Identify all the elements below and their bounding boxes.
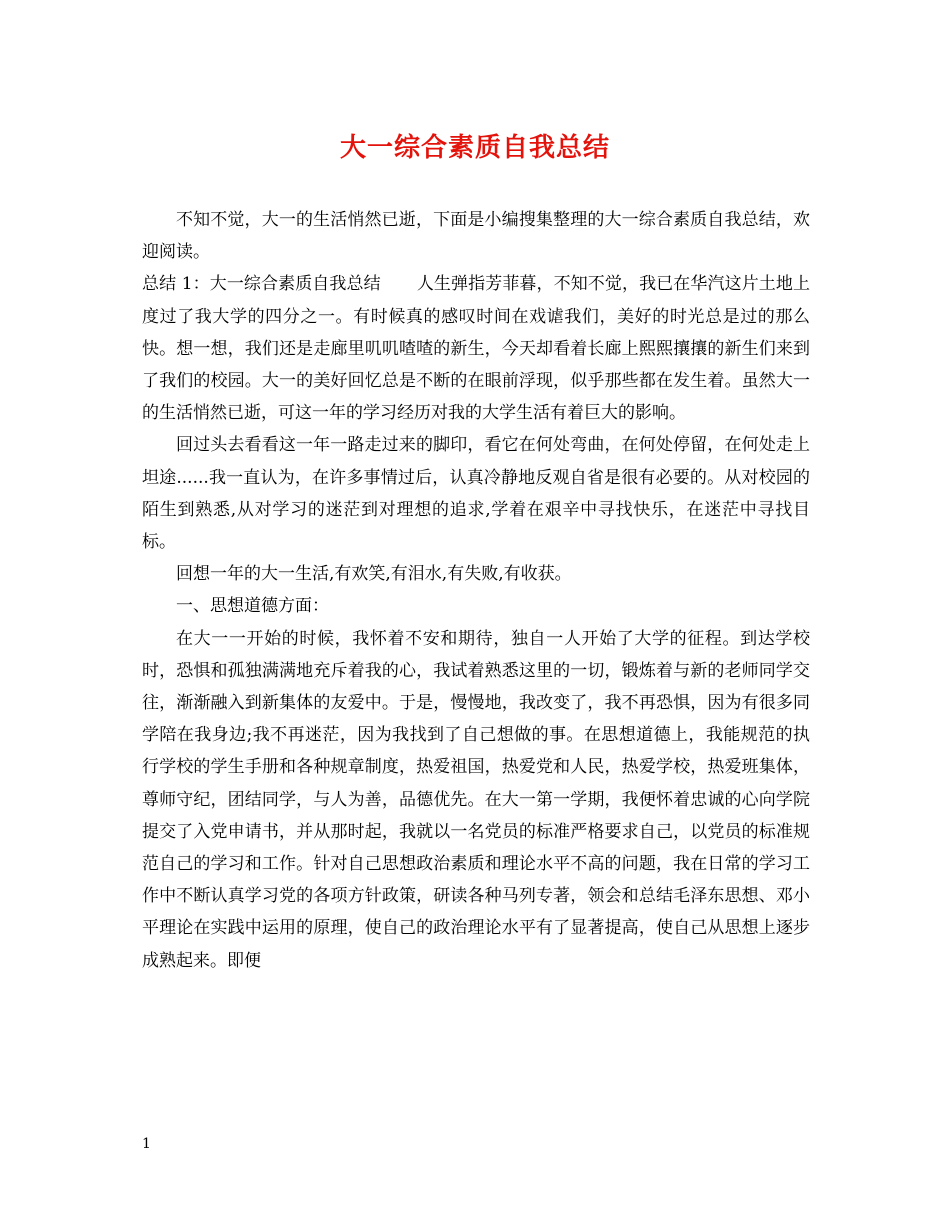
summary-1-heading: 总结 1：大一综合素质自我总结	[142, 274, 381, 295]
reflection-paragraph: 回过头去看看这一年一路走过来的脚印，看它在何处弯曲，在何处停留，在何处走上坦途......我一直认为，在许多事情过后，认真冷静地反观自省是很有必要的。从对校园的陌生到熟悉,从对学习的迷茫到对理想的追求,学着在艰辛中寻找快乐，在迷茫中寻找目标。	[142, 435, 810, 553]
document-title: 大一综合素质自我总结	[339, 133, 610, 163]
page-number: 1	[142, 1136, 151, 1152]
section-heading-ideology: 一、思想道德方面：	[176, 596, 329, 617]
document-body	[142, 204, 810, 977]
ideology-paragraph: 在大一一开始的时候，我怀着不安和期待，独自一人开始了大学的征程。到达学校时，恐惧和孤独满满地充斥着我的心，我试着熟悉这里的一切，锻炼着与新的老师同学交往，渐渐融入到新集体的友爱中。于是，慢慢地，我改变了，我不再恐惧，因为有很多同学陪在我身边;我不再迷茫，因为我找到了自己想做的事。在思想道德上，我能规范的执行学校的学生手册和各种规章制度，热爱祖国，热爱党和人民，热爱学校，热爱班集体，尊师守纪，团结同学，与人为善，品德优先。在大一第一学期，我便怀着忠诚的心向学院提交了入党申请书，并从那时起，我就以一名党员的标准严格要求自己，以党员的标准规范自己的学习和工作。针对自己思想政治素质和理论水平不高的问题，我在日常的学习工作中不断认真学习党的各项方针政策，研读各种马列专著，领会和总结毛泽东思想、邓小平理论在实践中运用的原理，使自己的政治理论水平有了显著提高，使自己从思想上逐步成熟起来。即便	[142, 628, 810, 971]
summary-1-text: 人生弹指芳菲暮，不知不觉，我已在华汽这片土地上度过了我大学的四分之一。有时候真的感叹时间在戏谑我们，美好的时光总是过的那么快。想一想，我们还是走廊里叽叽喳喳的新生，今天却看着长廊上熙熙攘攘的新生们来到了我们的校园。大一的美好回忆总是不断的在眼前浮现，似乎那些都在发生着。虽然大一的生活悄然已逝，可这一年的学习经历对我的大学生活有着巨大的影响。	[142, 274, 810, 424]
summary-1-paragraph	[142, 268, 810, 429]
intro-paragraph: 不知不觉，大一的生活悄然已逝，下面是小编搜集整理的大一综合素质自我总结，欢迎阅读。	[142, 210, 810, 263]
recall-paragraph: 回想一年的大一生活,有欢笑,有泪水,有失败,有收获。	[176, 564, 572, 585]
